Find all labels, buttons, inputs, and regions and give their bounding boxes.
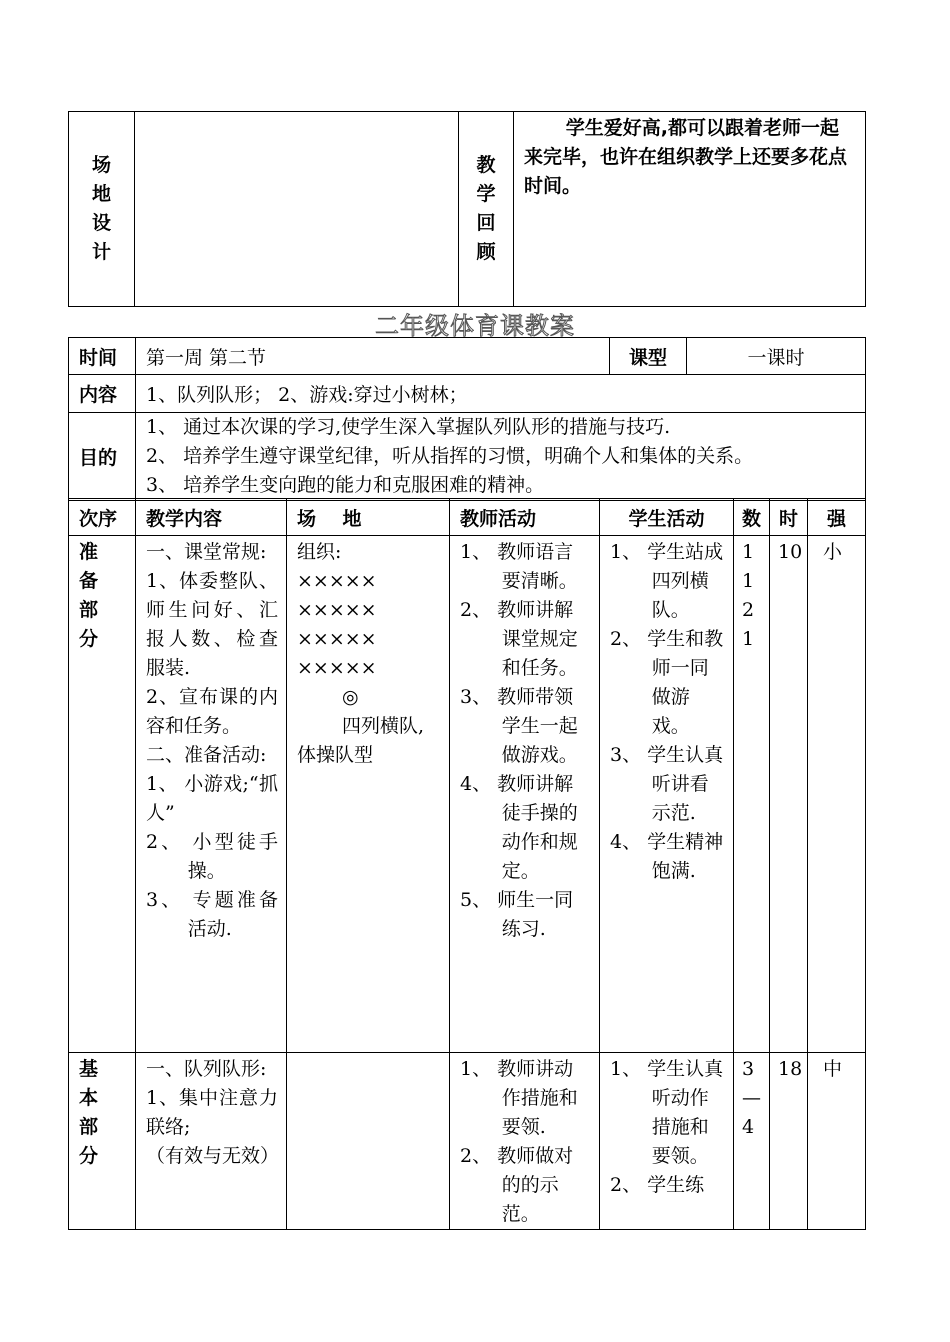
section-count: 3 — 4 <box>734 1053 770 1230</box>
review-text: 学生爱好高,都可以跟着老师一起来完毕，也许在组织教学上还要多花点时间。 <box>514 112 866 307</box>
section-count: 1 1 2 1 <box>734 536 770 1053</box>
section-site: 组织: ××××× ××××× ××××× ××××× ◎ 四列横队,体操队型 <box>287 536 450 1053</box>
content-value: 1、队列队形； 2、游戏:穿过小树林； <box>136 375 866 413</box>
section-name: 准 备 部 分 <box>69 536 136 1053</box>
section-time: 18 <box>770 1053 808 1230</box>
col-intensity: 强 <box>808 499 866 536</box>
section-content: 一、课堂常规: 1、体委整队、师生问好、汇报人数、检查服装. 2、宣布课的内容和任务。 二、准备活动: 1、 小游戏;“抓人” 2、 小型徒手操。 3、 专题准备活动. <box>136 536 287 1053</box>
section-site <box>287 1053 450 1230</box>
type-value: 一课时 <box>687 338 866 375</box>
section-row <box>69 536 866 1053</box>
section-student: 1、 学生认真听动作措施和要领。 2、 学生练 <box>600 1053 734 1230</box>
col-site: 场 地 <box>287 499 450 536</box>
col-order: 次序 <box>69 499 136 536</box>
section-teacher: 1、 教师讲动作措施和要领. 2、 教师做对的的示范。 <box>450 1053 600 1230</box>
col-content: 教学内容 <box>136 499 287 536</box>
section-student: 1、 学生站成四列横队。 2、 学生和教师一同做游戏。 3、 学生认真听讲看示范. 4、 学生精神饱满. <box>600 536 734 1053</box>
lesson-meta-table <box>68 337 866 501</box>
section-content: 一、队列队形: 1、集中注意力联络; （有效与无效） <box>136 1053 287 1230</box>
goal-list <box>136 413 866 501</box>
goal-label: 目的 <box>69 413 136 501</box>
lesson-plan-table <box>68 498 866 1230</box>
col-student: 学生活动 <box>600 499 734 536</box>
content-label: 内容 <box>69 375 136 413</box>
col-teacher: 教师活动 <box>450 499 600 536</box>
type-label: 课型 <box>610 338 687 375</box>
goal-item: 3、 培养学生变向跑的能力和克服困难的精神。 <box>146 474 545 496</box>
time-value: 第一周 第二节 <box>136 338 610 375</box>
page-title: 二年级体育课教案 <box>375 312 575 340</box>
site-design-label: 场 地 设 计 <box>69 112 135 307</box>
site-design-area <box>135 112 459 307</box>
col-count: 数 <box>734 499 770 536</box>
goal-item: 2、 培养学生遵守课堂纪律，听从指挥的习惯，明确个人和集体的关系。 <box>146 445 754 467</box>
section-time: 10 <box>770 536 808 1053</box>
review-label: 教 学 回 顾 <box>459 112 514 307</box>
col-time: 时 <box>770 499 808 536</box>
section-name: 基 本 部 分 <box>69 1053 136 1230</box>
section-intensity: 中 <box>808 1053 866 1230</box>
section-intensity: 小 <box>808 536 866 1053</box>
section-teacher: 1、 教师语言要清晰。 2、 教师讲解课堂规定和任务。 3、 教师带领学生一起做游戏。 4、 教师讲解徒手操的动作和规定。 5、 师生一同练习. <box>450 536 600 1053</box>
goal-item: 1、 通过本次课的学习,使学生深入掌握队列队形的措施与技巧. <box>146 416 671 438</box>
time-label: 时间 <box>69 338 136 375</box>
section-row <box>69 1053 866 1230</box>
site-review-table <box>68 111 866 307</box>
